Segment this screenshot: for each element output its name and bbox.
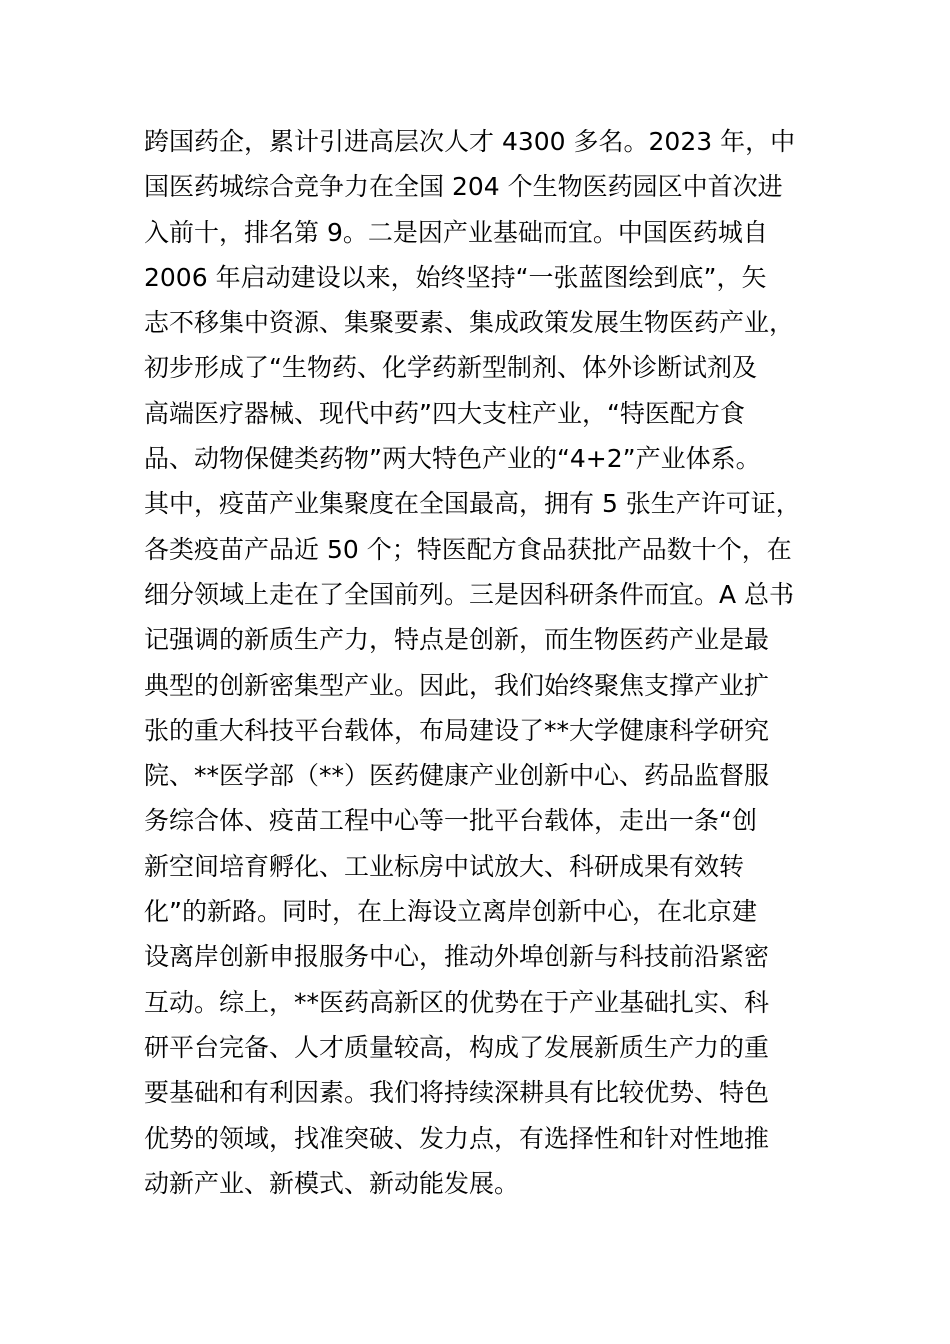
text-line: 化”的新路。同时，在上海设立离岸创新中心，在北京建 (144, 897, 757, 927)
text-line: 新空间培育孵化、工业标房中试放大、科研成果有效转 (144, 851, 745, 881)
body-paragraph (144, 119, 824, 1206)
text-line: 跨国药企，累计引进高层次人才 4300 多名。2023 年，中 (144, 127, 796, 156)
text-line: 典型的创新密集型产业。因此，我们始终聚焦支撑产业扩 (144, 670, 770, 700)
text-line: 其中，疫苗产业集聚度在全国最高，拥有 5 张生产许可证， (144, 489, 801, 519)
text-line: 国医药城综合竞争力在全国 204 个生物医药园区中首次进 (144, 172, 783, 202)
text-line: 要基础和有利因素。我们将持续深耕具有比较优势、特色 (144, 1078, 770, 1108)
text-line: 动新产业、新模式、新动能发展。 (144, 1168, 520, 1198)
text-line: 初步形成了“生物药、化学药新型制剂、体外诊断试剂及 (144, 353, 757, 383)
text-line: 各类疫苗产品近 50 个；特医配方食品获批产品数十个，在 (144, 534, 792, 564)
text-line: 2006 年启动建设以来，始终坚持“一张蓝图绘到底”，矢 (144, 262, 767, 292)
text-line: 优势的领域，找准突破、发力点，有选择性和针对性地推 (144, 1123, 770, 1153)
text-line: 品、动物保健类药物”两大特色产业的“4+2”产业体系。 (144, 444, 761, 474)
text-line: 张的重大科技平台载体，布局建设了**大学健康科学研究 (144, 715, 770, 745)
text-line: 高端医疗器械、现代中药”四大支柱产业，“特医配方食 (144, 398, 745, 428)
text-line: 设离岸创新申报服务中心，推动外埠创新与科技前沿紧密 (144, 942, 770, 972)
text-line: 研平台完备、人才质量较高，构成了发展新质生产力的重 (144, 1032, 770, 1062)
text-line: 院、**医学部（**）医药健康产业创新中心、药品监督服 (144, 761, 770, 791)
text-line: 入前十，排名第 9。二是因产业基础而宜。中国医药城自 (144, 217, 768, 247)
text-line: 务综合体、疫苗工程中心等一批平台载体，走出一条“创 (144, 806, 757, 836)
text-line: 细分领域上走在了全国前列。三是因科研条件而宜。A 总书 (144, 579, 795, 609)
text-line: 互动。综上，**医药高新区的优势在于产业基础扎实、科 (144, 987, 770, 1017)
text-line: 记强调的新质生产力，特点是创新，而生物医药产业是最 (144, 625, 770, 655)
text-line: 志不移集中资源、集聚要素、集成政策发展生物医药产业， (144, 308, 795, 338)
